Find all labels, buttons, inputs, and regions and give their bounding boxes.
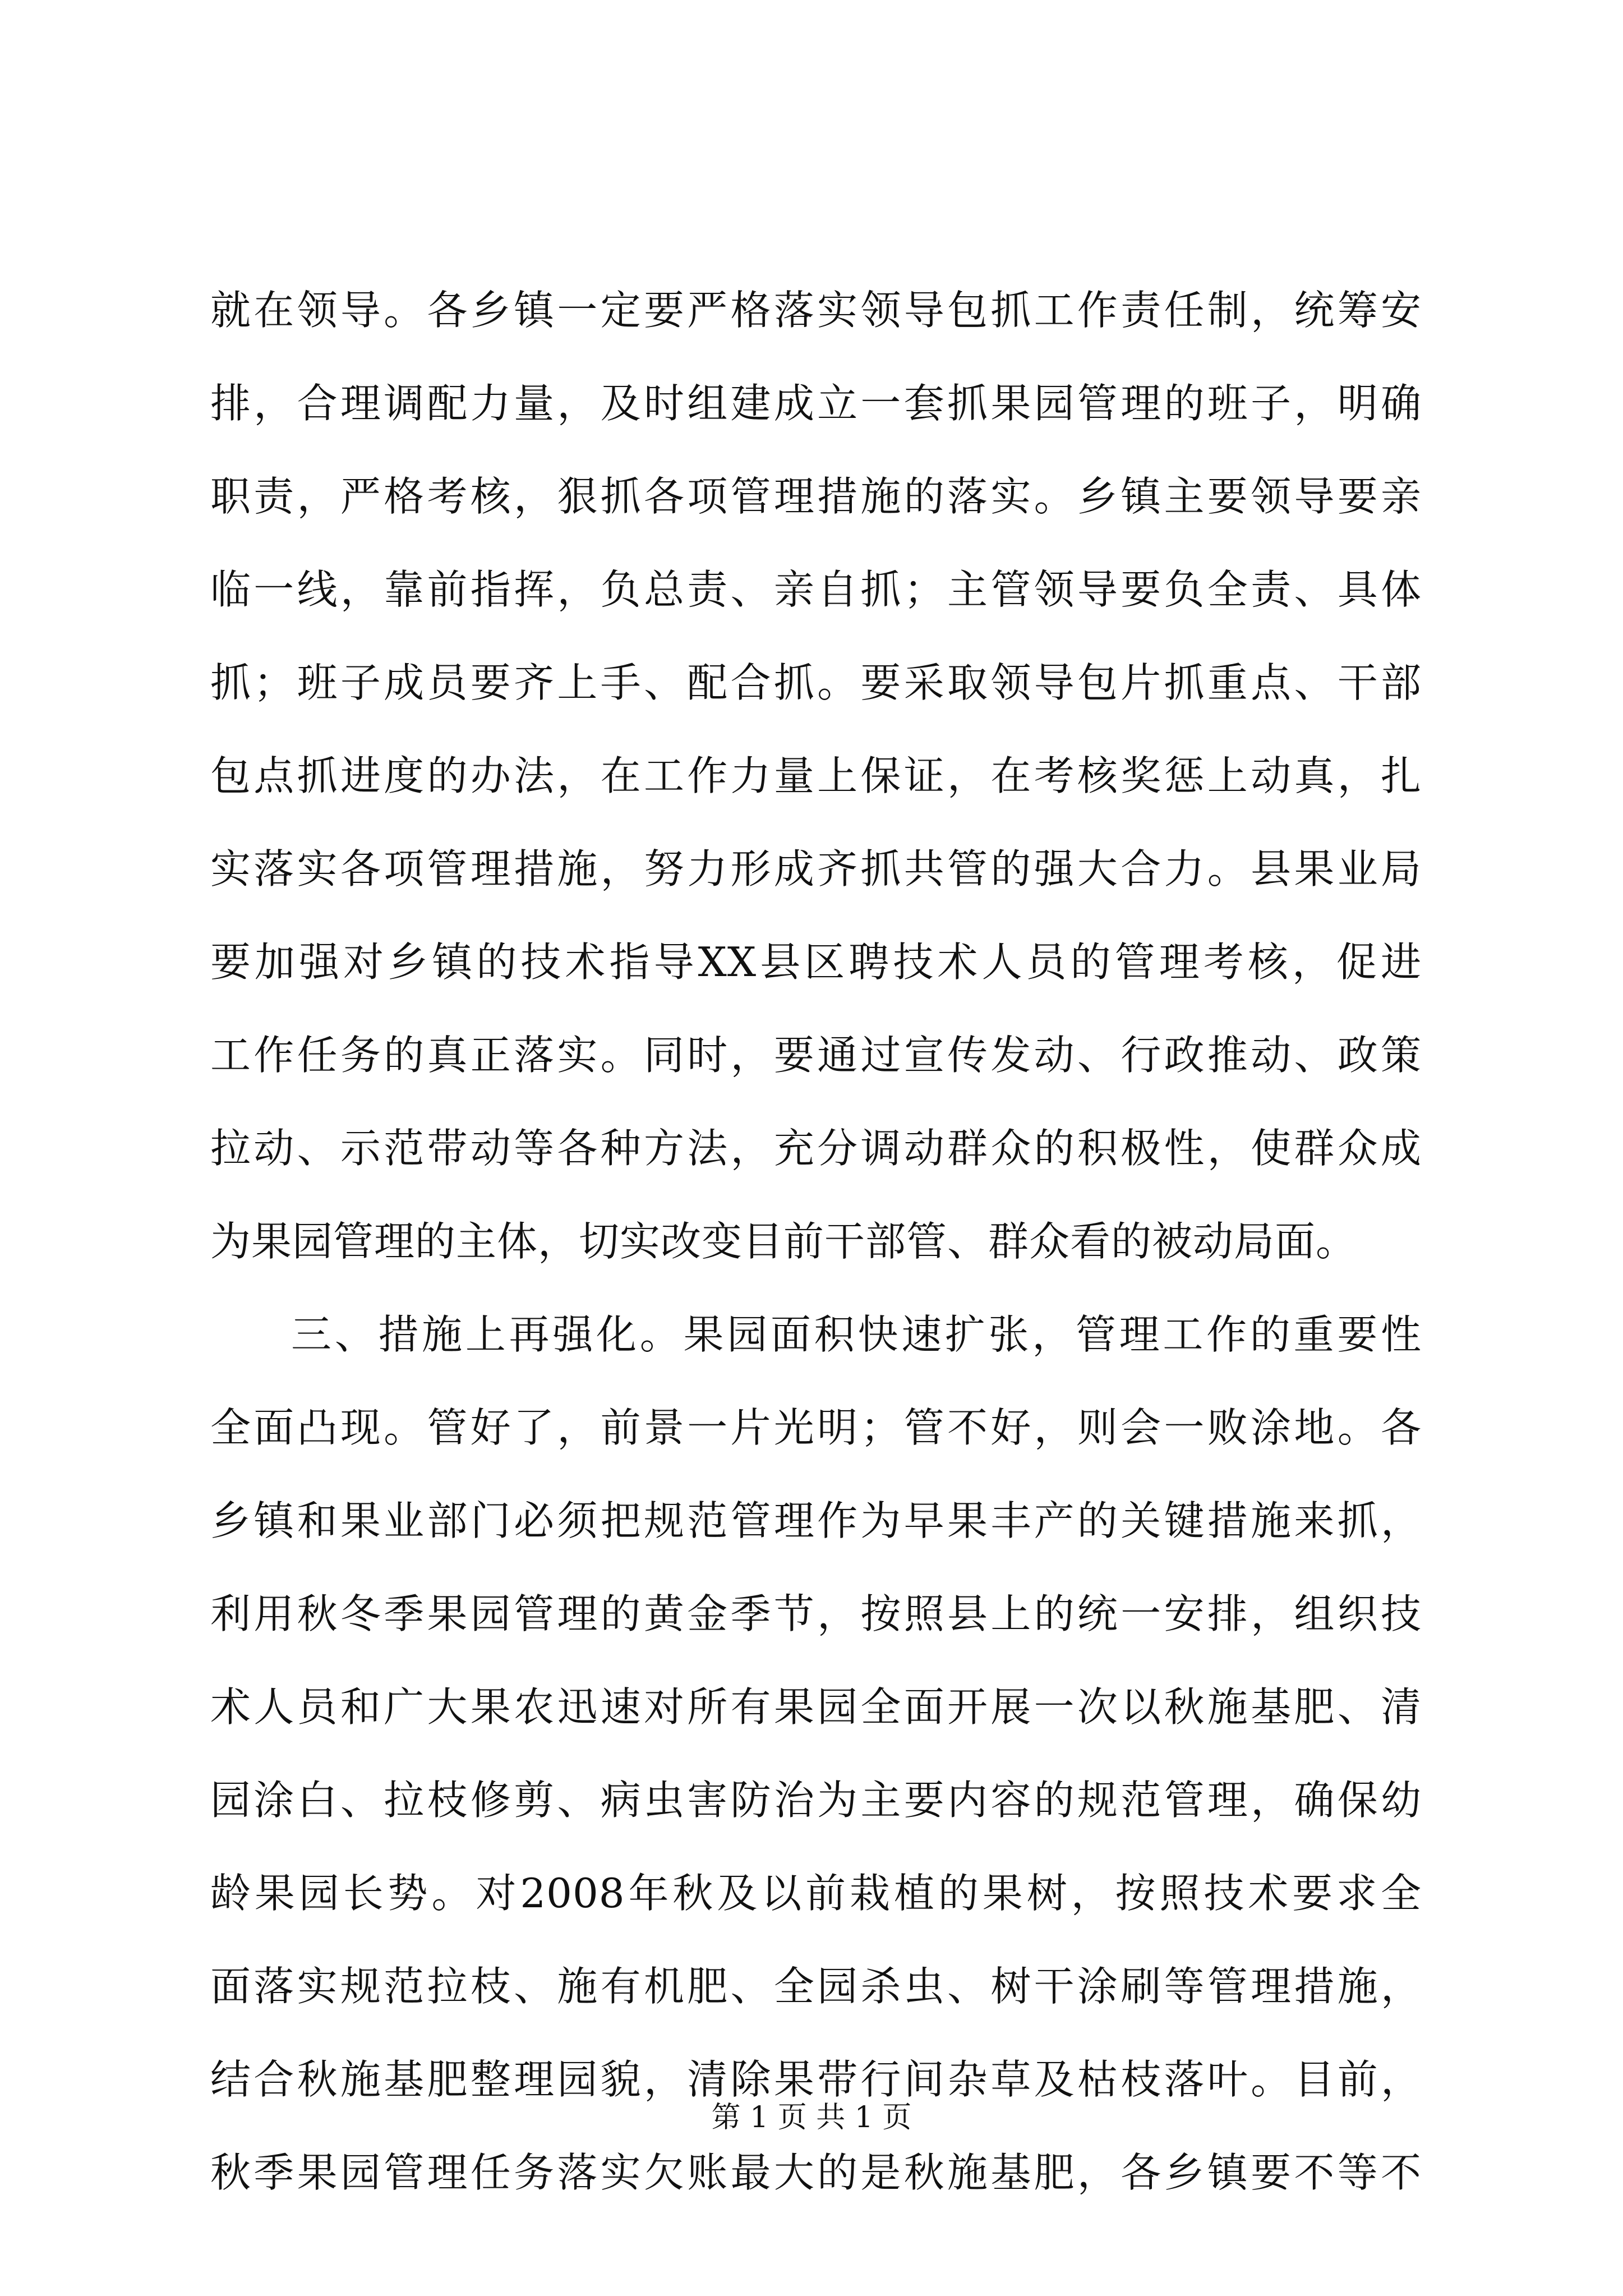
text-line: 龄果园长势。对2008年秋及以前栽植的果树，按照技术要求全 [210,1870,1422,1917]
text-line: 面落实规范拉枝、施有机肥、全园杀虫、树干涂刷等管理措施， [210,1963,1422,2010]
text-line: 术人员和广大果农迅速对所有果园全面开展一次以秋施基肥、清 [210,1683,1422,1731]
text-line: 乡镇和果业部门必须把规范管理作为早果丰产的关键措施来抓， [210,1497,1422,1544]
text-line: 全面凸现。管好了，前景一片光明；管不好，则会一败涂地。各 [210,1404,1422,1451]
text-line: 实落实各项管理措施，努力形成齐抓共管的强大合力。县果业局 [210,845,1422,892]
text-line: 就在领导。各乡镇一定要严格落实领导包抓工作责任制，统筹安 [210,287,1422,334]
text-line: 结合秋施基肥整理园貌，清除果带行间杂草及枯枝落叶。目前， [210,2056,1422,2103]
text-line: 为果园管理的主体，切实改变目前干部管、群众看的被动局面。 [210,1218,1357,1265]
page-number-footer: 第 1 页 共 1 页 [711,2101,912,2134]
section-heading-line: 三、措施上再强化。果园面积快速扩张，管理工作的重要性 [291,1311,1422,1358]
text-line: 要加强对乡镇的技术指导XX县区聘技术人员的管理考核，促进 [210,938,1422,986]
text-line: 临一线，靠前指挥，负总责、亲自抓；主管领导要负全责、具体 [210,566,1422,613]
body-text [210,264,1422,2219]
text-line: 排，合理调配力量，及时组建成立一套抓果园管理的班子，明确 [210,380,1422,427]
text-line: 拉动、示范带动等各种方法，充分调动群众的积极性，使群众成 [210,1125,1422,1172]
text-line: 秋季果园管理任务落实欠账最大的是秋施基肥，各乡镇要不等不 [210,2149,1422,2196]
text-line: 工作任务的真正落实。同时，要通过宣传发动、行政推动、政策 [210,1032,1422,1079]
text-line: 职责，严格考核，狠抓各项管理措施的落实。乡镇主要领导要亲 [210,473,1422,520]
text-line: 园涂白、拉枝修剪、病虫害防治为主要内容的规范管理，确保幼 [210,1777,1422,1824]
text-line: 包点抓进度的办法，在工作力量上保证，在考核奖惩上动真，扎 [210,752,1422,799]
text-line: 抓；班子成员要齐上手、配合抓。要采取领导包片抓重点、干部 [210,659,1422,706]
text-line: 利用秋冬季果园管理的黄金季节，按照县上的统一安排，组织技 [210,1590,1422,1637]
